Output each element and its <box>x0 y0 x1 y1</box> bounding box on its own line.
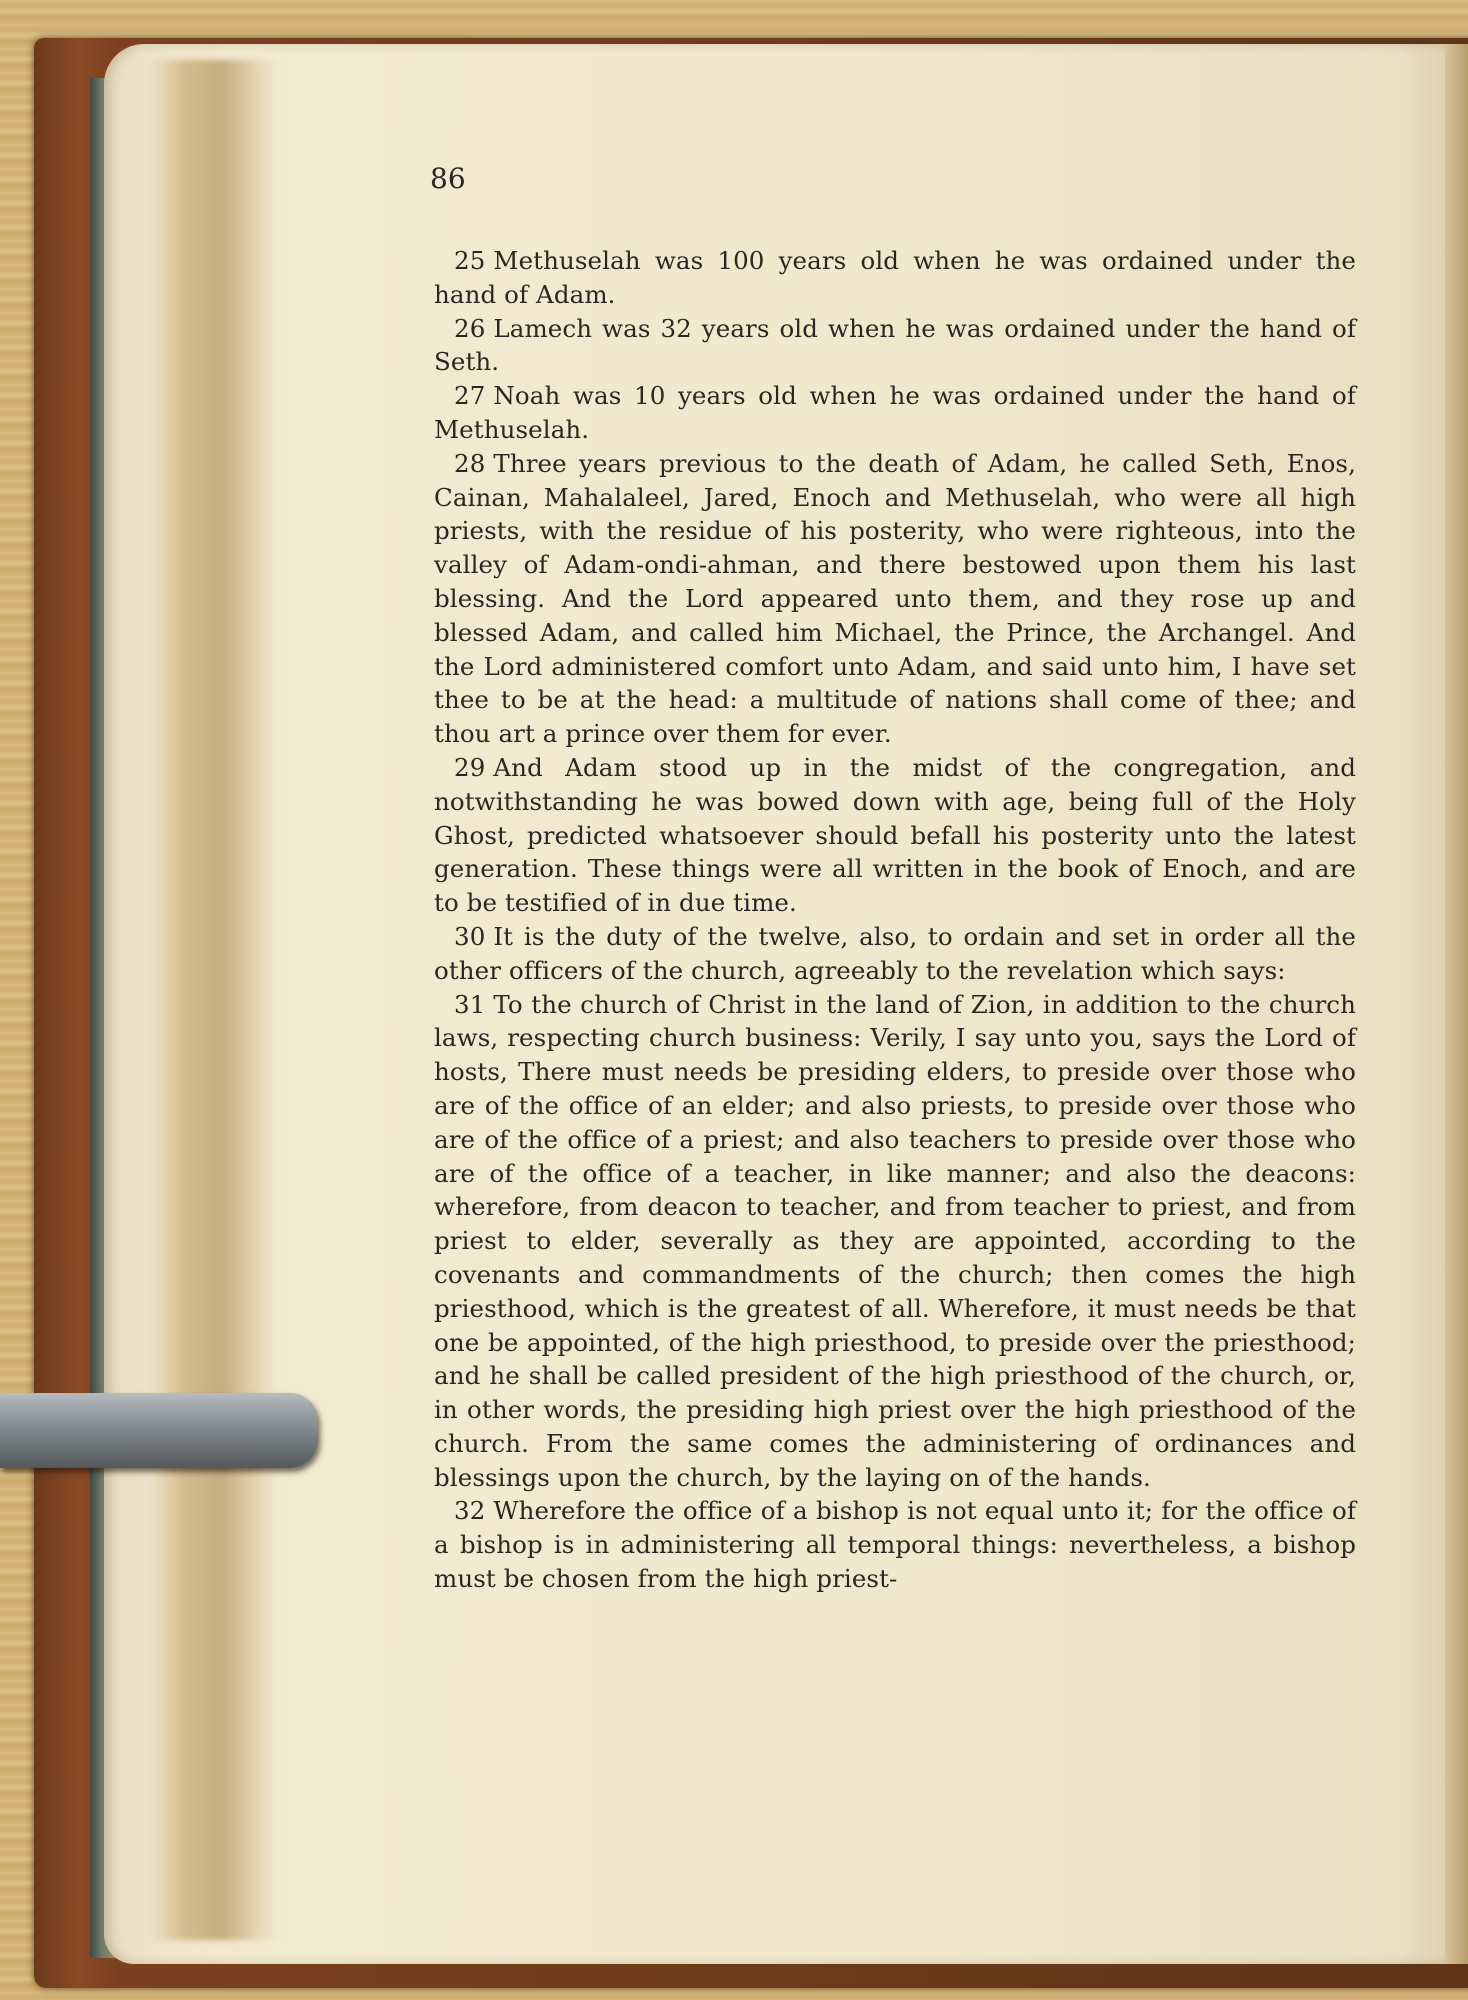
metal-page-clip <box>0 1393 318 1468</box>
verse-text: And Adam stood up in the midst of the congregation, and notwithstanding he was bowed down with age, being full of the Holy Ghost, predicted whatsoever should befall his posterity unto the latest generation. These things were all written in the book of Enoch, and are to be testified of in due time. <box>434 752 1356 918</box>
verse-text: Methuselah was 100 years old when he was ordained under the hand of Adam. <box>434 246 1356 309</box>
verse-number: 29 <box>454 752 486 782</box>
verse-number: 28 <box>454 448 486 478</box>
verse-number: 26 <box>454 313 486 343</box>
paragraph-29 <box>434 751 1356 920</box>
verse-number: 30 <box>454 921 486 951</box>
verse-text: Wherefore the office of a bishop is not equal unto it; for the office of a bishop is in administering all temporal things: nevertheless, a bishop must be chosen from the high priest- <box>434 1496 1356 1594</box>
verse-text: To the church of Christ in the land of Zion, in addition to the church laws, respecting church business: Verily, I say unto you, says the Lord of hosts, There must needs be presiding elders, to preside over those who are of the office of an elder; and also priests, to preside over those who are of the office of a priest; and also teachers to preside over those who are of the office of a teacher, in like manner; and also the deacons: wherefore, from deacon to teacher, and from teacher to priest, and from priest to elder, severally as they are appointed, according to the covenants and commandments of the church; then comes the high priesthood, which is the greatest of all. Wherefore, it must needs be that one be appointed, of the high priesthood, to preside over the priesthood; and he shall be called president of the high priesthood of the church, or, in other words, the presiding high priest over the high priesthood of the church. From the same comes the administering of ordinances and blessings upon the church, by the laying on of the hands. <box>434 989 1356 1492</box>
paragraph-31 <box>434 988 1356 1495</box>
verse-text: Lamech was 32 years old when he was ordained under the hand of Seth. <box>434 313 1356 377</box>
page-right-edge <box>1445 44 1468 1964</box>
paragraph-28 <box>434 447 1356 751</box>
page-body <box>434 244 1356 1596</box>
paragraph-27 <box>434 379 1356 447</box>
verse-number: 31 <box>454 989 486 1019</box>
verse-number: 32 <box>454 1496 486 1526</box>
gutter-stain <box>150 60 280 1940</box>
page-number: 86 <box>430 162 466 195</box>
paragraph-32 <box>434 1494 1356 1595</box>
paragraph-30 <box>434 920 1356 988</box>
verse-text: Three years previous to the death of Adam, he called Seth, Enos, Cainan, Mahalaleel, Jared, Enoch and Methuselah, who were all high priests, with the residue of his posterity, who were righteous, into the valley of Adam-ondi-ahman, and there bestowed upon them his last blessing. And the Lord appeared unto them, and they rose up and blessed Adam, and called him Michael, the Prince, the Archangel. And the Lord administered comfort unto Adam, and said unto him, I have set thee to be at the head: a multitude of nations shall come of thee; and thou art a prince over them for ever. <box>434 448 1356 749</box>
verse-text: It is the duty of the twelve, also, to ordain and set in order all the other officers of the church, agreeably to the revelation which says: <box>434 921 1356 985</box>
verse-number: 27 <box>454 381 486 411</box>
paragraph-25 <box>434 244 1356 312</box>
paragraph-26 <box>434 312 1356 380</box>
verse-text: Noah was 10 years old when he was ordained under the hand of Methuselah. <box>434 381 1356 444</box>
verse-number: 25 <box>454 246 486 275</box>
